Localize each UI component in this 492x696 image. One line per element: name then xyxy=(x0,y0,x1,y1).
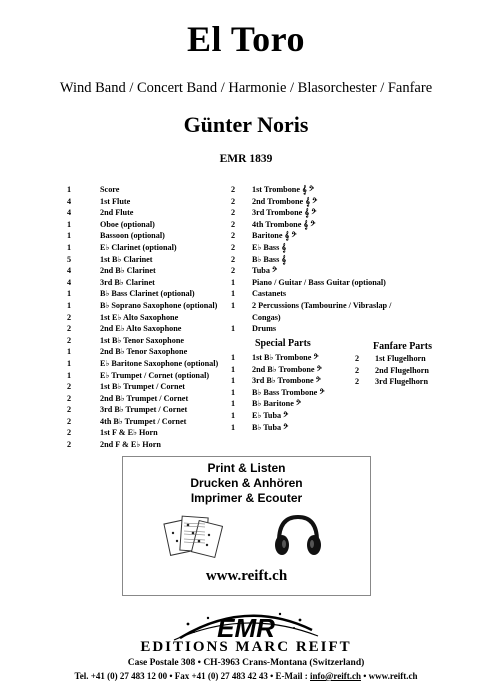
sheet-music-icon xyxy=(163,511,223,559)
contact-website: • www.reift.ch xyxy=(360,671,418,681)
part-quantity: 4 xyxy=(67,208,72,218)
part-name: 4th B♭ Trumpet / Cornet xyxy=(100,416,187,426)
part-name: 1st Flute xyxy=(100,196,131,206)
catalog-number: EMR 1839 xyxy=(219,153,273,165)
part-quantity: 2 xyxy=(355,377,360,387)
part-name: 2 Percussions (Tambourine / Vibraslap / xyxy=(252,300,392,310)
part-quantity: 4 xyxy=(67,266,72,276)
part-name: 2nd F & E♭ Horn xyxy=(100,440,161,450)
publisher-contact xyxy=(0,671,492,681)
part-quantity: 1 xyxy=(67,370,72,380)
parts-list-left xyxy=(67,184,237,451)
part-row xyxy=(67,196,237,208)
part-name: Bassoon (optional) xyxy=(100,231,165,241)
part-name: 1st B♭ Trumpet / Cornet xyxy=(100,382,185,392)
print-listen-box[interactable] xyxy=(122,456,371,596)
part-row xyxy=(67,370,237,382)
part-name: 2nd E♭ Alto Saxophone xyxy=(100,324,182,334)
part-row xyxy=(231,242,421,254)
part-quantity: 2 xyxy=(231,219,236,229)
part-row xyxy=(67,265,237,277)
part-quantity: 1 xyxy=(67,231,72,241)
part-row xyxy=(231,410,351,422)
part-quantity: 2 xyxy=(67,440,72,450)
part-row xyxy=(67,277,237,289)
print-listen-fr: Imprimer & Ecouter xyxy=(190,491,303,505)
part-quantity: 2 xyxy=(67,405,72,415)
print-listen-en: Print & Listen xyxy=(207,461,286,475)
part-name: 3rd Trombone 𝄞 𝄢 xyxy=(252,208,317,218)
part-name: Drums xyxy=(252,324,277,334)
part-row xyxy=(231,288,421,300)
part-name: 1st B♭ Clarinet xyxy=(100,254,153,264)
part-row xyxy=(67,393,237,405)
part-name: Score xyxy=(100,185,120,194)
part-name: B♭ Soprano Saxophone (optional) xyxy=(100,300,218,310)
part-row xyxy=(231,375,351,387)
part-row xyxy=(67,242,237,254)
part-name: B♭ Bass 𝄞 xyxy=(252,254,287,264)
part-name: E♭ Tuba 𝄢 xyxy=(252,410,289,420)
part-quantity: 1 xyxy=(67,358,72,368)
part-quantity: 2 xyxy=(231,254,236,264)
part-quantity: 1 xyxy=(231,387,236,397)
part-row xyxy=(67,254,237,266)
fanfare-parts-list xyxy=(355,353,455,388)
part-name: Tuba 𝄢 xyxy=(252,266,278,276)
subtitle: Wind Band / Concert Band / Harmonie / Blasorchester / Fanfare xyxy=(59,80,433,96)
part-quantity: 1 xyxy=(67,219,72,229)
part-quantity: 2 xyxy=(67,335,72,345)
part-quantity: 2 xyxy=(355,354,360,363)
part-name: 1st F & E♭ Horn xyxy=(100,428,158,438)
part-quantity: 1 xyxy=(231,289,236,299)
part-quantity: 2 xyxy=(231,266,236,276)
part-quantity: 1 xyxy=(231,353,236,362)
part-row xyxy=(355,353,455,365)
part-row xyxy=(231,387,351,399)
part-quantity: 2 xyxy=(67,312,72,322)
part-row xyxy=(231,364,351,376)
part-quantity: 2 xyxy=(231,208,236,218)
part-quantity: 2 xyxy=(67,324,72,334)
part-name: E♭ Baritone Saxophone (optional) xyxy=(100,358,219,368)
part-quantity: 2 xyxy=(231,231,236,241)
part-row xyxy=(231,196,421,208)
part-row xyxy=(67,346,237,358)
part-quantity: 1 xyxy=(231,277,236,287)
part-name: B♭ Baritone 𝄢 xyxy=(252,399,302,409)
page-title: El Toro xyxy=(187,19,305,59)
part-name: Baritone 𝄞 𝄢 xyxy=(252,231,297,241)
part-name: 4th Trombone 𝄞 𝄢 xyxy=(252,219,316,229)
contact-email-link[interactable]: info@reift.ch xyxy=(310,671,361,681)
part-row xyxy=(231,265,421,277)
special-parts-list xyxy=(231,352,351,433)
part-quantity: 2 xyxy=(67,382,72,392)
part-name: 2nd B♭ Trumpet / Cornet xyxy=(100,393,189,403)
part-quantity: 2 xyxy=(355,365,360,375)
part-row xyxy=(67,219,237,231)
part-row xyxy=(67,404,237,416)
part-name: 1st E♭ Alto Saxophone xyxy=(100,312,179,322)
part-quantity: 2 xyxy=(67,416,72,426)
part-row xyxy=(231,323,421,335)
publisher-name: EDITIONS MARC REIFT xyxy=(140,639,352,655)
contact-phone-fax: Tel. +41 (0) 27 483 12 00 • Fax +41 (0) 27 483 42 43 • E-Mail : xyxy=(74,671,311,681)
part-row xyxy=(67,312,237,324)
part-row xyxy=(67,427,237,439)
part-name: B♭ Tuba 𝄢 xyxy=(252,422,289,432)
part-row xyxy=(355,365,455,377)
part-name: Congas) xyxy=(252,312,281,322)
part-name: 1st B♭ Tenor Saxophone xyxy=(100,335,185,345)
part-name: 3rd B♭ Clarinet xyxy=(100,277,155,287)
part-row xyxy=(231,219,421,231)
part-row xyxy=(231,300,421,312)
composer-name: Günter Noris xyxy=(183,112,309,137)
part-row xyxy=(231,184,421,196)
part-row xyxy=(67,300,237,312)
part-quantity: 1 xyxy=(231,422,236,432)
logo-text: EMR xyxy=(217,613,275,643)
part-row xyxy=(231,352,351,364)
part-quantity: 1 xyxy=(231,300,236,310)
part-name: E♭ Clarinet (optional) xyxy=(100,242,177,252)
part-name: 2nd B♭ Trombone 𝄢 xyxy=(252,364,322,374)
part-row xyxy=(231,398,351,410)
part-row xyxy=(67,323,237,335)
part-name: Piano / Guitar / Bass Guitar (optional) xyxy=(252,277,386,287)
part-quantity: 1 xyxy=(67,347,72,357)
part-row xyxy=(67,439,237,451)
part-name: 3rd B♭ Trumpet / Cornet xyxy=(100,405,188,415)
part-quantity: 4 xyxy=(67,277,72,287)
part-quantity: 1 xyxy=(231,376,236,386)
print-listen-de: Drucken & Anhören xyxy=(190,476,303,490)
part-row xyxy=(67,184,237,196)
part-name: 3rd B♭ Trombone 𝄢 xyxy=(252,376,321,386)
part-quantity: 1 xyxy=(67,289,72,299)
fanfare-parts-heading: Fanfare Parts xyxy=(373,341,432,352)
part-name: 2nd B♭ Tenor Saxophone xyxy=(100,347,188,357)
special-parts-heading: Special Parts xyxy=(255,338,311,349)
part-row xyxy=(231,422,351,434)
part-row xyxy=(67,288,237,300)
part-quantity: 1 xyxy=(67,242,72,252)
part-row xyxy=(231,207,421,219)
part-row xyxy=(67,207,237,219)
part-name: 2nd Trombone 𝄞 𝄢 xyxy=(252,196,318,206)
part-row xyxy=(67,335,237,347)
parts-list-middle xyxy=(231,184,421,335)
part-name: B♭ Bass Trombone 𝄢 xyxy=(252,387,325,397)
part-name: B♭ Bass Clarinet (optional) xyxy=(100,289,195,299)
part-quantity: 2 xyxy=(67,393,72,403)
part-name: 3rd Flugelhorn xyxy=(375,377,428,387)
part-row xyxy=(355,376,455,388)
part-quantity xyxy=(231,312,252,324)
part-name: 1st Flugelhorn xyxy=(375,354,426,363)
part-name: 2nd Flugelhorn xyxy=(375,365,429,375)
part-name: E♭ Trumpet / Cornet (optional) xyxy=(100,370,210,380)
part-row xyxy=(231,230,421,242)
part-name: Castanets xyxy=(252,289,287,299)
part-quantity: 2 xyxy=(231,242,236,252)
part-name: 1st Trombone 𝄞 𝄢 xyxy=(252,185,315,194)
part-quantity: 2 xyxy=(231,185,236,194)
part-row xyxy=(231,277,421,289)
headphones-icon xyxy=(271,511,325,561)
part-quantity: 2 xyxy=(67,428,72,438)
part-row xyxy=(231,254,421,266)
part-quantity: 5 xyxy=(67,254,72,264)
part-quantity: 1 xyxy=(231,364,236,374)
part-name: 2nd B♭ Clarinet xyxy=(100,266,156,276)
part-quantity: 2 xyxy=(231,196,236,206)
part-quantity: 1 xyxy=(231,399,236,409)
part-quantity: 1 xyxy=(67,300,72,310)
part-quantity: 1 xyxy=(67,185,72,194)
part-name: 1st B♭ Trombone 𝄢 xyxy=(252,353,319,362)
publisher-address: Case Postale 308 • CH-3963 Crans-Montana (Switzerland) xyxy=(127,658,365,668)
part-quantity: 1 xyxy=(231,324,236,334)
part-row xyxy=(67,381,237,393)
part-name: Oboe (optional) xyxy=(100,219,155,229)
part-quantity: 4 xyxy=(67,196,72,206)
part-row xyxy=(67,416,237,428)
part-name: 2nd Flute xyxy=(100,208,134,218)
website-link[interactable]: www.reift.ch xyxy=(205,568,288,584)
part-row xyxy=(67,230,237,242)
part-row xyxy=(67,358,237,370)
part-name: E♭ Bass 𝄞 xyxy=(252,242,287,252)
part-quantity: 1 xyxy=(231,410,236,420)
part-row xyxy=(231,312,421,324)
